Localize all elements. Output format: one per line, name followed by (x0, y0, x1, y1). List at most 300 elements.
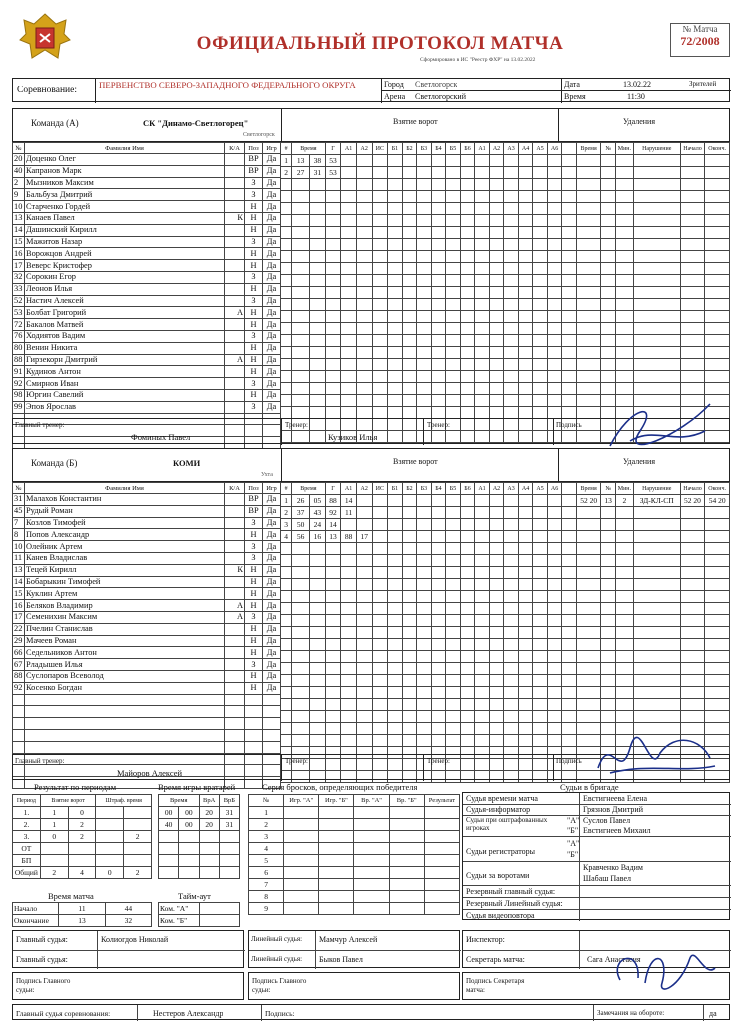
grid-cell (281, 311, 292, 323)
shootout-row (249, 867, 460, 879)
timeout-title: Тайм-аут (178, 892, 211, 901)
player-name: Суслопаров Всеволод (25, 670, 225, 682)
registrar-b: "Б" (567, 850, 579, 859)
linesman-sign-box (248, 972, 460, 1000)
goal-sec: 24 (310, 519, 326, 531)
grid-cell (518, 723, 533, 735)
grid-cell (547, 555, 562, 567)
grid-cell (341, 323, 357, 335)
grid-cell (533, 179, 548, 191)
player-number: 14 (13, 576, 25, 588)
goal-col-head: Б2 (402, 483, 417, 495)
grid-cell (460, 407, 475, 419)
grid-cell (281, 543, 292, 555)
grid-cell (431, 287, 446, 299)
goal-a2 (356, 519, 372, 531)
penalty-cell (576, 275, 601, 287)
player-plays: Да (263, 177, 281, 189)
penalty-cell (615, 155, 633, 167)
penalty-cell (633, 275, 680, 287)
grid-cell (489, 579, 504, 591)
empty-cell (199, 843, 219, 855)
main-referee-1: Колиогдов Николай (101, 935, 169, 944)
period-cell: 2. (13, 819, 41, 831)
grid-cell (431, 167, 446, 179)
informer: Грязнов Дмитрий (583, 805, 643, 814)
penalty-cell (705, 251, 730, 263)
roster-row (13, 354, 281, 366)
penalty-cell (576, 603, 601, 615)
grid-cell (547, 603, 562, 615)
empty-cell (179, 855, 199, 867)
goal-judges-label: Судьи за воротами (466, 871, 530, 880)
empty-cell (245, 694, 263, 706)
roster-row (13, 694, 281, 706)
secretary-signature (600, 938, 720, 1002)
grid-cell (547, 627, 562, 639)
grid-cell (356, 347, 372, 359)
shootout-table (248, 794, 460, 915)
grid-cell (281, 603, 292, 615)
grid-cell (417, 531, 432, 543)
grid-cell (356, 263, 372, 275)
penalty-cell (633, 203, 680, 215)
penalty-cell (705, 323, 730, 335)
penalty-cell (633, 567, 680, 579)
grid-cell (547, 615, 562, 627)
player-number: 72 (13, 319, 25, 331)
grid-cell (475, 543, 490, 555)
penalty-cell (576, 579, 601, 591)
grid-cell (281, 663, 292, 675)
penalty-cell (615, 179, 633, 191)
event-row (281, 675, 730, 687)
grid-cell (547, 735, 562, 747)
grid-cell (388, 507, 403, 519)
grid-cell (431, 507, 446, 519)
grid-cell (372, 395, 388, 407)
roster-row (13, 647, 281, 659)
player-captaincy (225, 588, 245, 600)
player-position: ВР (245, 165, 263, 177)
penalty-cell (705, 227, 730, 239)
penalty-cell (705, 215, 730, 227)
grid-cell (292, 603, 310, 615)
grid-cell (310, 735, 326, 747)
goal-col-head: А2 (489, 143, 504, 155)
grid-cell (325, 251, 341, 263)
penalty-cell (601, 687, 616, 699)
penalty-cell (705, 579, 730, 591)
penalty-cell (705, 663, 730, 675)
player-name: Кудинов Антон (25, 366, 225, 378)
penalty-cell (680, 311, 705, 323)
grid-cell (325, 179, 341, 191)
player-position: З (245, 378, 263, 390)
empty-cell (225, 694, 245, 706)
grid-cell (281, 651, 292, 663)
roster-row (13, 670, 281, 682)
grid-cell (388, 407, 403, 419)
grid-cell (518, 335, 533, 347)
grid-cell (310, 323, 326, 335)
grid-cell (547, 663, 562, 675)
goal-col-head: А4 (518, 483, 533, 495)
goal-col-head: # (281, 483, 292, 495)
grid-cell (356, 723, 372, 735)
penalty-cell (601, 383, 616, 395)
grid-cell (431, 531, 446, 543)
grid-cell (402, 711, 417, 723)
grid-cell (446, 507, 461, 519)
penalty-cell (680, 639, 705, 651)
grid-cell (460, 179, 475, 191)
grid-cell (402, 699, 417, 711)
penalty-cell (633, 179, 680, 191)
goalie-time-head: Время (159, 795, 200, 807)
team-b-signature (590, 728, 720, 788)
penalty-cell (576, 347, 601, 359)
grid-cell (417, 179, 432, 191)
grid-cell (504, 711, 519, 723)
penalty-cell (705, 651, 730, 663)
event-row (281, 191, 730, 203)
grid-cell (518, 395, 533, 407)
player-captaincy (225, 389, 245, 401)
grid-cell (460, 699, 475, 711)
player-name: Седельников Антон (25, 647, 225, 659)
grid-cell (292, 299, 310, 311)
grid-cell (518, 227, 533, 239)
player-number: 15 (13, 588, 25, 600)
event-row (281, 179, 730, 191)
secretary-sign-label: Подпись Секретаря матча: (466, 977, 525, 994)
grid-cell (562, 251, 577, 263)
grid-cell (489, 603, 504, 615)
penalty-cell (615, 639, 633, 651)
period-cell (96, 855, 124, 867)
penalty-cell (576, 663, 601, 675)
player-plays: Да (263, 659, 281, 671)
shootout-cell (389, 879, 424, 891)
period-cell (124, 819, 152, 831)
grid-cell (547, 651, 562, 663)
penalty-cell (633, 239, 680, 251)
grid-cell (372, 275, 388, 287)
grid-cell (388, 687, 403, 699)
grid-cell (518, 591, 533, 603)
grid-cell (460, 519, 475, 531)
penalty-cell (601, 663, 616, 675)
period-cell: 2 (68, 819, 96, 831)
shootout-cell (424, 831, 459, 843)
player-position: З (245, 271, 263, 283)
grid-cell (533, 191, 548, 203)
grid-cell (356, 395, 372, 407)
col-number: № (13, 143, 25, 154)
player-position: Н (245, 588, 263, 600)
player-number: 29 (13, 635, 25, 647)
grid-cell (292, 323, 310, 335)
player-captaincy (225, 635, 245, 647)
player-captaincy (225, 177, 245, 189)
grid-cell (533, 263, 548, 275)
player-position: З (245, 330, 263, 342)
player-number: 2 (13, 177, 25, 189)
shootout-cell (424, 879, 459, 891)
penalty-cell (576, 227, 601, 239)
player-plays: Да (263, 224, 281, 236)
grid-cell (281, 627, 292, 639)
penalty-cell (601, 627, 616, 639)
grid-cell (388, 699, 403, 711)
penalty-cell (680, 167, 705, 179)
grid-cell (281, 239, 292, 251)
grid-cell (292, 215, 310, 227)
grid-cell (562, 203, 577, 215)
penalty-cell (576, 531, 601, 543)
grid-cell (417, 735, 432, 747)
player-captaincy (225, 647, 245, 659)
grid-cell (460, 371, 475, 383)
grid-cell (310, 555, 326, 567)
empty-cell (25, 694, 225, 706)
player-name: Бакалов Матвей (25, 319, 225, 331)
event-row (281, 615, 730, 627)
grid-cell (460, 495, 475, 507)
grid-cell (310, 603, 326, 615)
penalty-cell (680, 203, 705, 215)
grid-cell (562, 239, 577, 251)
grid-cell (292, 567, 310, 579)
grid-cell (562, 591, 577, 603)
penalty-cell (633, 215, 680, 227)
grid-cell (372, 191, 388, 203)
grid-cell (417, 555, 432, 567)
grid-cell (281, 275, 292, 287)
grid-cell (310, 287, 326, 299)
grid-cell (504, 239, 519, 251)
shootout-cell (284, 867, 319, 879)
grid-cell (533, 687, 548, 699)
penalty-col-head: Оконч. (705, 143, 730, 155)
grid-cell (417, 579, 432, 591)
grid-cell (341, 711, 357, 723)
penalty-cell (705, 311, 730, 323)
penalty-cell (615, 663, 633, 675)
player-plays: Да (263, 366, 281, 378)
player-plays: Да (263, 541, 281, 553)
grid-cell (341, 579, 357, 591)
player-position: З (245, 611, 263, 623)
grid-cell (547, 287, 562, 299)
player-captaincy (225, 236, 245, 248)
player-plays: Да (263, 236, 281, 248)
penalty-cell (601, 251, 616, 263)
goal-g: 88 (325, 495, 341, 507)
team-a-events-grid (280, 142, 730, 420)
shootout-cell (424, 855, 459, 867)
event-row (281, 263, 730, 275)
team-a-signature (600, 396, 720, 456)
penalty-cell (633, 615, 680, 627)
player-name: Мачеев Роман (25, 635, 225, 647)
grid-cell (372, 335, 388, 347)
event-row (281, 699, 730, 711)
period-cell: 2 (124, 831, 152, 843)
penalty-cell (705, 383, 730, 395)
grid-cell (431, 395, 446, 407)
grid-cell (518, 347, 533, 359)
period-cell (96, 843, 124, 855)
grid-cell (281, 735, 292, 747)
grid-cell (325, 263, 341, 275)
grid-cell (372, 227, 388, 239)
goal-g: 53 (325, 155, 341, 167)
grid-cell (417, 227, 432, 239)
grid-cell (533, 167, 548, 179)
player-name: Гирзекорн Дмитрий (25, 354, 225, 366)
grid-cell (562, 335, 577, 347)
shootout-row (249, 819, 460, 831)
grid-cell (460, 567, 475, 579)
player-captaincy (225, 576, 245, 588)
penalty-cell (633, 603, 680, 615)
penalty-box-b-name: Евстигнеев Михаил (583, 826, 651, 835)
grid-cell (518, 215, 533, 227)
grid-cell (504, 531, 519, 543)
grid-cell (417, 663, 432, 675)
penalty-cell (705, 287, 730, 299)
penalty-cell (576, 311, 601, 323)
goalie-time-head: ВрА (199, 795, 219, 807)
player-number: 16 (13, 600, 25, 612)
penalty-cell (633, 191, 680, 203)
event-row (281, 627, 730, 639)
grid-cell (372, 323, 388, 335)
grid-cell (475, 591, 490, 603)
periods-head: Период (13, 795, 41, 807)
grid-cell (518, 543, 533, 555)
grid-cell (518, 735, 533, 747)
penalty-cell (705, 591, 730, 603)
shootout-cell (284, 891, 319, 903)
grid-cell (533, 203, 548, 215)
grid-cell (475, 711, 490, 723)
penalty-col-head: Начало (680, 143, 705, 155)
grid-cell (325, 639, 341, 651)
grid-cell (547, 311, 562, 323)
grid-cell (533, 287, 548, 299)
penalty-cell (576, 191, 601, 203)
penalty-cell (615, 675, 633, 687)
grid-cell (341, 555, 357, 567)
goal-a2 (356, 507, 372, 519)
team-a-name: СК "Динамо-Светлогорец" (143, 119, 249, 128)
penalty-col-head: Нарушение (633, 143, 680, 155)
grid-cell (292, 395, 310, 407)
penalty-cell (680, 651, 705, 663)
date-value: 13.02.22 (623, 80, 651, 89)
goal-min: 27 (292, 167, 310, 179)
col-play: Игр (263, 143, 281, 154)
grid-cell (292, 251, 310, 263)
player-captaincy: А (225, 354, 245, 366)
grid-cell (281, 407, 292, 419)
penalty-cell (705, 191, 730, 203)
grid-cell (356, 299, 372, 311)
grid-cell (388, 615, 403, 627)
penalty-cell (633, 383, 680, 395)
player-position: Н (245, 600, 263, 612)
player-plays: Да (263, 670, 281, 682)
grid-cell (460, 663, 475, 675)
player-plays: Да (263, 354, 281, 366)
grid-cell (533, 651, 548, 663)
grid-cell (489, 735, 504, 747)
grid-cell (518, 651, 533, 663)
grid-cell (489, 723, 504, 735)
roster-row (13, 224, 281, 236)
penalty-cell (615, 383, 633, 395)
player-position: Н (245, 319, 263, 331)
goalie-time-cell: 20 (199, 819, 219, 831)
grid-cell (281, 323, 292, 335)
player-plays: Да (263, 389, 281, 401)
grid-cell (402, 407, 417, 419)
shootout-cell (389, 867, 424, 879)
empty-cell (263, 706, 281, 718)
grid-cell (281, 723, 292, 735)
player-name: Эпов Ярослав (25, 401, 225, 413)
roster-row (13, 177, 281, 189)
grid-cell (417, 383, 432, 395)
grid-cell (475, 675, 490, 687)
roster-row (13, 189, 281, 201)
team-b-name: КОМИ (173, 459, 201, 468)
grid-cell (402, 735, 417, 747)
player-captaincy (225, 529, 245, 541)
grid-cell (460, 395, 475, 407)
penalty-cell (633, 371, 680, 383)
grid-cell (310, 191, 326, 203)
grid-cell (562, 579, 577, 591)
empty-cell (245, 729, 263, 741)
grid-cell (372, 179, 388, 191)
main-referee-2-label: Главный судья: (16, 955, 68, 964)
empty-cell (199, 855, 219, 867)
grid-cell (475, 179, 490, 191)
penalty-cell (601, 579, 616, 591)
grid-cell (533, 543, 548, 555)
grid-cell (475, 323, 490, 335)
shootout-cell (354, 819, 389, 831)
grid-cell (402, 167, 417, 179)
grid-cell (489, 395, 504, 407)
player-plays: Да (263, 600, 281, 612)
grid-cell (356, 699, 372, 711)
grid-cell (475, 507, 490, 519)
grid-cell (518, 663, 533, 675)
shootout-row (249, 903, 460, 915)
penalty-cell (601, 263, 616, 275)
grid-cell (341, 603, 357, 615)
shootout-number: 5 (249, 855, 284, 867)
goal-a1: 14 (341, 495, 357, 507)
player-position: З (245, 177, 263, 189)
grid-cell (518, 263, 533, 275)
grid-cell (372, 507, 388, 519)
